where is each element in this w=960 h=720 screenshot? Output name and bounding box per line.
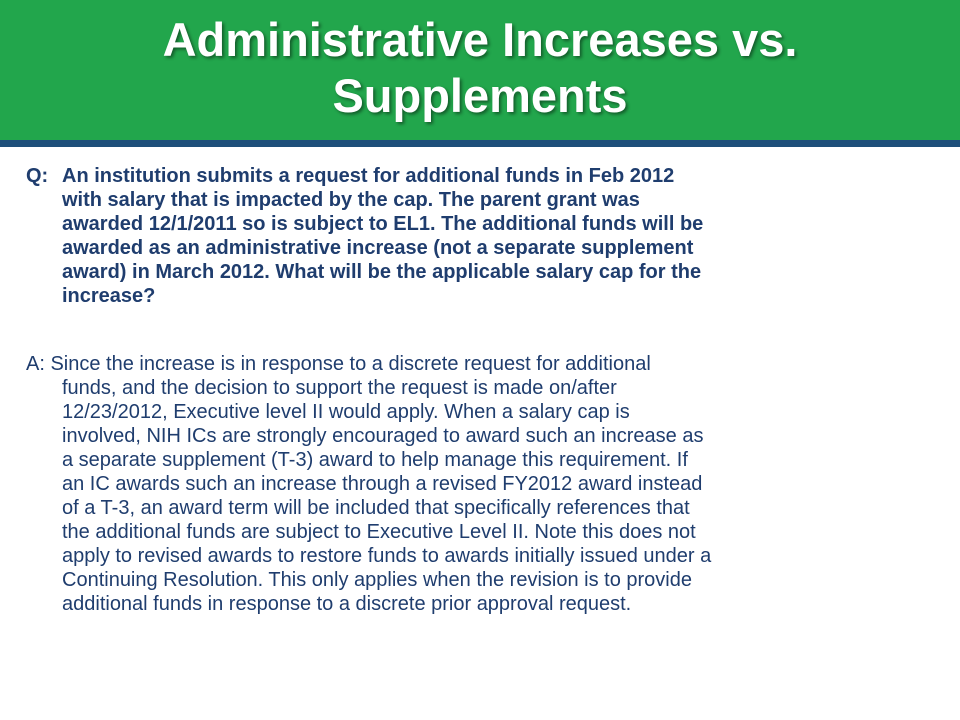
answer-text-line: Since the increase is in response to a discrete request for additional (50, 353, 651, 375)
question-text-line: awarded as an administrative increase (not a separate supplement (62, 237, 694, 259)
question-text-line: award) in March 2012. What will be the applicable salary cap for the (62, 261, 702, 283)
question-text-line: An institution submits a request for additional funds in Feb 2012 (62, 165, 675, 187)
answer-text-line: a separate supplement (T-3) award to help manage this requirement. If (62, 449, 688, 471)
answer-text-line: 12/23/2012, Executive level II would apply. When a salary cap is (62, 401, 630, 423)
slide-title-line-2: Supplements (332, 69, 628, 122)
question-line (26, 164, 931, 188)
slide-title (60, 12, 900, 124)
question-prefix: Q: (26, 165, 49, 187)
answer-text-line: an IC awards such an increase through a revised FY2012 award instead (62, 473, 703, 495)
answer-line (26, 352, 936, 376)
title-stripe (0, 140, 960, 147)
question-text-line: awarded 12/1/2011 so is subject to EL1. The additional funds will be (62, 213, 704, 235)
answer-text-line: of a T-3, an award term will be included that specifically references that (62, 497, 690, 519)
answer-text-line: the additional funds are subject to Executive Level II. Note this does not (62, 521, 696, 543)
slide-title-line-1: Administrative Increases vs. (162, 13, 798, 66)
question-text-line: increase? (62, 285, 156, 307)
answer-text-line: apply to revised awards to restore funds to awards initially issued under a (62, 545, 712, 567)
answer-text-line: involved, NIH ICs are strongly encouraged to award such an increase as (62, 425, 704, 447)
question-text-line: with salary that is impacted by the cap. The parent grant was (62, 189, 640, 211)
answer-block (26, 352, 936, 616)
answer-prefix: A: (26, 353, 45, 375)
answer-text-line: funds, and the decision to support the request is made on/after (62, 377, 617, 399)
answer-text-line: additional funds in response to a discrete prior approval request. (62, 593, 632, 615)
question-block (26, 164, 931, 308)
answer-text-line: Continuing Resolution. This only applies when the revision is to provide (62, 569, 692, 591)
